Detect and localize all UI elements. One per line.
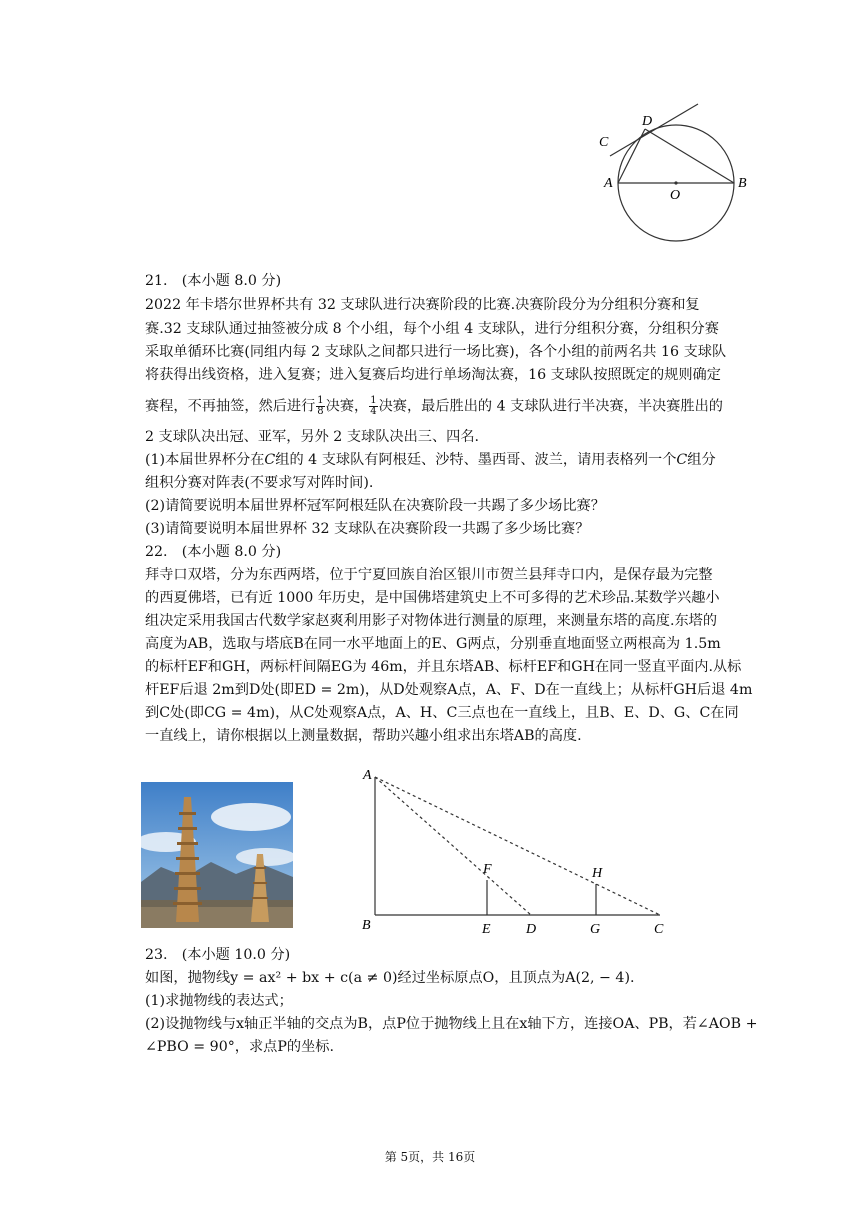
q22-line: 组决定采用我国古代数学家赵爽利用影子对物体进行测量的原理，来测量东塔的高度.东塔的	[145, 613, 718, 629]
label-B: B	[362, 918, 371, 933]
q22-line: 高度为AB，选取与塔底B在同一水平地面上的E、G两点，分别垂直地面竖立两根高为 1.5m	[145, 636, 721, 652]
label-A: A	[363, 768, 372, 783]
q21-line: 将获得出线资格，进入复赛；进入复赛后均进行单场淘汰赛，16 支球队按照既定的规则确定	[145, 367, 721, 383]
q21-text: 决赛，	[325, 398, 369, 415]
q22-line: 的西夏佛塔，已有近 1000 年历史，是中国佛塔建筑史上不可多得的艺术珍品.某数学兴趣小	[145, 590, 720, 606]
label-G: G	[590, 922, 601, 937]
q22-line: 杆EF后退 2m到D处(即ED = 2m)，从D处观察A点，A、F、D在一直线上；从标杆GH后退 4m	[145, 682, 753, 698]
q21-header: 21. (本小题 8.0 分)	[145, 273, 282, 289]
q21-fraction-line	[145, 396, 723, 417]
tower-measurement-diagram	[355, 763, 675, 938]
q22-line: 拜寺口双塔，分为东西两塔，位于宁夏回族自治区银川市贺兰县拜寺口内，是保存最为完整	[145, 567, 713, 583]
label-A: A	[604, 176, 613, 191]
page-footer: 第 5页，共 16页	[384, 1150, 476, 1164]
q21-line: 2 支球队决出冠、亚军，另外 2 支球队决出三、四名.	[145, 429, 480, 445]
q23-line: 如图，抛物线y = ax² + bx + c(a ≠ 0)经过坐标原点O，且顶点为A(2, − 4).	[145, 970, 635, 986]
fraction-one-eighth: $\frac{1}{8}$	[317, 395, 324, 417]
q21-sub1: (1)本届世界杯分在C组的 4 支球队有阿根廷、沙特、墨西哥、波兰，请用表格列一个C组分	[145, 452, 716, 468]
q22-line: 到C处(即CG = 4m)，从C处观察A点，A、H、C三点也在一直线上，且B、E、D、G、C在同	[145, 705, 739, 721]
q21-sub1-cont: 组积分赛对阵表(不要求写对阵时间).	[145, 475, 374, 491]
circle-tangent-figure	[590, 98, 770, 248]
fraction-one-quarter: $\frac{1}{4}$	[370, 395, 377, 417]
q21-line: 采取单循环比赛(同组内每 2 支球队之间都只进行一场比赛)，各个小组的前两名共 16 支球队	[145, 344, 727, 360]
q21-sub3: (3)请简要说明本届世界杯 32 支球队在决赛阶段一共踢了多少场比赛？	[145, 521, 590, 537]
q21-text: 赛程，不再抽签，然后进行	[145, 398, 316, 415]
label-H: H	[592, 866, 603, 881]
q23-sub2: (2)设抛物线与x轴正半轴的交点为B，点P位于抛物线上且在x轴下方，连接OA、PB，若∠AOB +	[145, 1016, 758, 1032]
q21-line: 赛.32 支球队通过抽签被分成 8 个小组，每个小组 4 支球队，进行分组积分赛，分组积分赛	[145, 321, 719, 337]
q21-line: 2022 年卡塔尔世界杯共有 32 支球队进行决赛阶段的比赛.决赛阶段分为分组积分赛和复	[145, 297, 700, 313]
q21-sub2: (2)请简要说明本届世界杯冠军阿根廷队在决赛阶段一共踢了多少场比赛？	[145, 498, 605, 514]
label-F: F	[483, 862, 492, 877]
label-D: D	[526, 922, 537, 937]
label-C: C	[599, 135, 609, 150]
q23-sub2-cont: ∠PBO = 90°，求点P的坐标.	[145, 1039, 334, 1055]
q23-sub1: (1)求抛物线的表达式；	[145, 993, 293, 1009]
label-B: B	[738, 176, 747, 191]
pagoda-photo	[141, 782, 293, 928]
q22-line: 一直线上，请你根据以上测量数据，帮助兴趣小组求出东塔AB的高度.	[145, 728, 582, 744]
label-E: E	[482, 922, 491, 937]
label-C: C	[654, 922, 664, 937]
label-O: O	[670, 188, 681, 203]
q23-header: 23. (本小题 10.0 分)	[145, 947, 291, 963]
q21-text: 决赛，最后胜出的 4 支球队进行半决赛，半决赛胜出的	[378, 398, 723, 415]
label-D: D	[642, 114, 653, 129]
q22-header: 22. (本小题 8.0 分)	[145, 544, 282, 560]
q22-line: 的标杆EF和GH，两标杆间隔EG为 46m，并且东塔AB、标杆EF和GH在同一竖直平面内.从标	[145, 659, 742, 675]
